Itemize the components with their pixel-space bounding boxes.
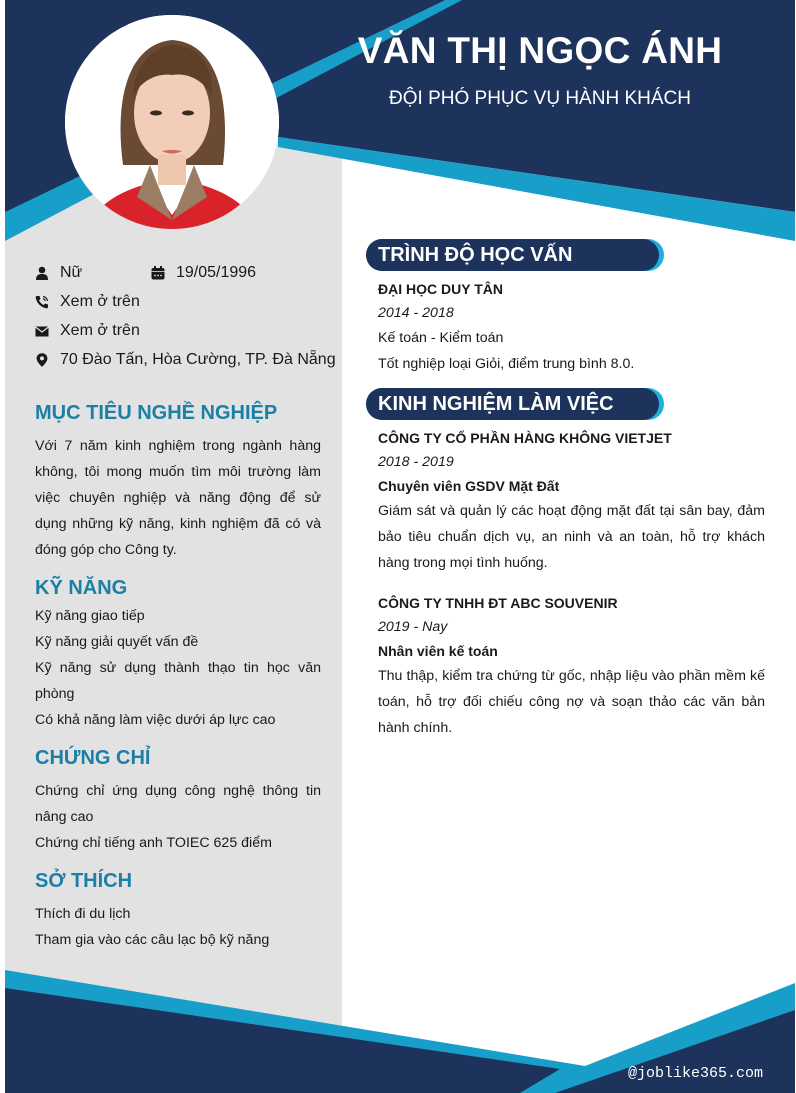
job-period: 2019 - Nay (378, 619, 448, 635)
gender-value: Nữ (60, 264, 83, 281)
address-info (35, 351, 336, 369)
objective-text: Với 7 năm kinh nghiệm trong ngành hàng không, tôi mong muốn tìm môi trường làm việc chuyên nghiệp và năng động để sử dụng những kỹ năng, kinh nghiệm đã có và đóng góp cho Công ty. (35, 438, 321, 558)
gender-info (35, 264, 82, 282)
certificates-list (35, 778, 321, 856)
email-info (35, 322, 140, 340)
phone-info (35, 293, 140, 311)
candidate-title: ĐỘI PHÓ PHỤC VỤ HÀNH KHÁCH (389, 88, 691, 109)
education-note: Tốt nghiệp loại Giỏi, điểm trung bình 8.0. (378, 356, 635, 372)
job-description: Giám sát và quản lý các hoạt động mặt đất tại sân bay, đảm bảo tiêu chuẩn dịch vụ, an ninh và an toàn, hỗ trợ khách hàng trong mọi tình huống. (378, 503, 765, 571)
watermark: @joblike365.com (628, 1065, 764, 1082)
hobby-item: Thích đi du lịch (35, 906, 131, 922)
skill-item: Kỹ năng sử dụng thành thạo tin học văn phòng (35, 660, 321, 702)
candidate-name: VĂN THỊ NGỌC ÁNH (357, 30, 723, 71)
certificate-item: Chứng chỉ ứng dụng công nghệ thông tin nâng cao (35, 783, 321, 825)
user-icon (35, 266, 49, 280)
certificates-heading: CHỨNG CHỈ (35, 747, 151, 769)
skill-item: Có khả năng làm việc dưới áp lực cao (35, 712, 276, 728)
certificate-item: Chứng chỉ tiếng anh TOIEC 625 điểm (35, 835, 272, 851)
phone-value: Xem ở trên (60, 293, 140, 310)
education-major: Kế toán - Kiểm toán (378, 330, 504, 346)
education-heading-bar (366, 239, 664, 271)
hobbies-heading: SỞ THÍCH (35, 870, 133, 892)
profile-photo (65, 15, 279, 229)
education-school: ĐẠI HỌC DUY TÂN (378, 281, 503, 297)
skills-heading: KỸ NĂNG (35, 577, 128, 599)
birthday-value: 19/05/1996 (176, 264, 257, 281)
skill-item: Kỹ năng giao tiếp (35, 608, 145, 624)
job-company: CÔNG TY TNHH ĐT ABC SOUVENIR (378, 595, 618, 611)
education-heading: TRÌNH ĐỘ HỌC VẤN (366, 239, 659, 271)
address-value: 70 Đào Tấn, Hòa Cường, TP. Đà Nẵng (60, 351, 336, 368)
job-position: Chuyên viên GSDV Mặt Đất (378, 478, 560, 494)
envelope-icon (35, 324, 49, 338)
job-company: CÔNG TY CỔ PHẦN HÀNG KHÔNG VIETJET (378, 430, 672, 446)
skill-item: Kỹ năng giải quyết vấn đề (35, 634, 199, 650)
calendar-icon (151, 266, 165, 280)
skills-list (35, 603, 321, 733)
job-period: 2018 - 2019 (378, 454, 454, 470)
experience-job (378, 430, 765, 576)
phone-icon (35, 295, 49, 309)
experience-heading: KINH NGHIỆM LÀM VIỆC (366, 388, 659, 420)
job-description: Thu thập, kiểm tra chứng từ gốc, nhập liệu vào phần mềm kế toán, hỗ trợ đối chiếu công nợ và soạn thảo các văn bản hành chính. (378, 668, 765, 736)
experience-job (378, 595, 765, 741)
education-period: 2014 - 2018 (378, 305, 454, 321)
education-block (378, 281, 765, 372)
map-pin-icon (35, 353, 49, 367)
birthday-info (151, 264, 256, 282)
email-value: Xem ở trên (60, 322, 140, 339)
hobbies-list (35, 901, 321, 953)
objective-heading: MỤC TIÊU NGHỀ NGHIỆP (35, 402, 278, 424)
experience-heading-bar (366, 388, 664, 420)
hobby-item: Tham gia vào các câu lạc bộ kỹ năng (35, 932, 270, 948)
job-position: Nhân viên kế toán (378, 643, 498, 659)
